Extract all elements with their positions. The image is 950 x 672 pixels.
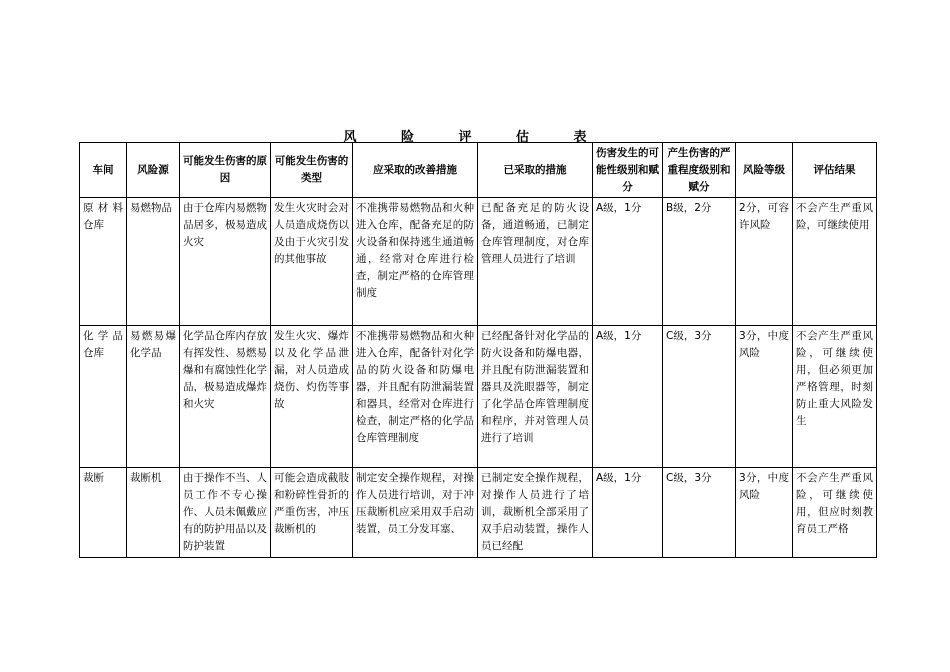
cell-improve	[353, 468, 478, 558]
cell-improve: 不准携带易燃物品和火种进入仓库，配备针对化学品的防火设备和防爆电器，并且配有防泄漏装置和器具，经常对仓库进行检查，制定严格的化学品仓库管理制度	[353, 326, 478, 468]
cell-workshop: 裁断	[80, 468, 127, 558]
cell-severity: C级，3分	[663, 326, 736, 468]
header-severity: 产生伤害的严重程度级别和赋分	[663, 143, 736, 198]
cell-cause-text: 由于操作不当、人员工作不专心操作、人员未佩戴应有的防护用品以及防护装置	[183, 472, 267, 552]
cell-level: 2分，可容许风险	[736, 198, 793, 326]
cell-cause: 由于仓库内易燃物品居多，极易造成火灾	[180, 198, 271, 326]
table-row	[80, 198, 877, 326]
table-header-row	[80, 143, 877, 198]
header-result: 评估结果	[793, 143, 877, 198]
cell-source: 易燃易爆化学品	[127, 326, 180, 468]
cell-taken	[478, 468, 593, 558]
header-measures-taken: 已采取的措施	[478, 143, 593, 198]
cell-result-text: 不会产生严重风险，可继续使用，但应时刻教育员工严格	[796, 472, 873, 535]
cell-improve: 不准携带易燃物品和火种进入仓库，配备充足的防火设备和保持逃生通道畅通，经常对仓库进行检查，制定严格的仓库管理制度	[353, 198, 478, 326]
header-possibility: 伤害发生的可能性级别和赋分	[593, 143, 663, 198]
table-row	[80, 326, 877, 468]
cell-taken-text: 已制定安全操作规程，对操作人员进行了培训，裁断机全部采用了双手启动装置，操作人员已经配	[481, 472, 589, 552]
table-row	[80, 468, 877, 558]
cell-type-text: 可能会造成截肢和粉碎性骨折的严重伤害，冲压裁断机的	[274, 472, 349, 535]
cell-workshop: 原材料仓库	[80, 198, 127, 326]
header-risk-level: 风险等级	[736, 143, 793, 198]
header-risk-source: 风险源	[127, 143, 180, 198]
header-injury-type: 可能发生伤害的类型	[271, 143, 353, 198]
cell-taken: 已经配备针对化学品的防火设备和防爆电器，并且配有防泄漏装置和器具及洗眼器等，制定了化学品仓库管理制度和程序，并对管理人员进行了培训	[478, 326, 593, 468]
header-workshop: 车间	[80, 143, 127, 198]
cell-taken: 已配备充足的防火设备，通道畅通，已制定仓库管理制度，对仓库管理人员进行了培训	[478, 198, 593, 326]
page-title: 风 险 评 估 表	[343, 130, 607, 145]
cell-level: 3分，中度风险	[736, 326, 793, 468]
cell-possibility: A级，1分	[593, 198, 663, 326]
cell-type: 发生火灾、爆炸以及化学品泄漏，对人员造成烧伤、灼伤等事故	[271, 326, 353, 468]
cell-possibility: A级，1分	[593, 468, 663, 558]
cell-severity: C级，3分	[663, 468, 736, 558]
cell-type	[271, 468, 353, 558]
cell-result	[793, 468, 877, 558]
cell-severity: B级，2分	[663, 198, 736, 326]
cell-workshop: 化学品仓库	[80, 326, 127, 468]
cell-cause	[180, 468, 271, 558]
header-cause: 可能发生伤害的原因	[180, 143, 271, 198]
cell-source: 裁断机	[127, 468, 180, 558]
header-improvement: 应采取的改善措施	[353, 143, 478, 198]
cell-improve-text: 制定安全操作规程，对操作人员进行培训，对于冲压裁断机应采用双手启动装置，员工分发耳塞、	[356, 472, 474, 535]
cell-level: 3分，中度风险	[736, 468, 793, 558]
cell-source: 易燃物品	[127, 198, 180, 326]
risk-assessment-table	[79, 142, 877, 558]
cell-possibility: A级，1分	[593, 326, 663, 468]
cell-cause: 化学品仓库内存放有挥发性、易燃易爆和有腐蚀性化学品，极易造成爆炸和火灾	[180, 326, 271, 468]
cell-type: 发生火灾时会对人员造成烧伤以及由于火灾引发的其他事故	[271, 198, 353, 326]
cell-result: 不会产生严重风险，可继续使用，但必须更加严格管理，时刻防止重大风险发生	[793, 326, 877, 468]
cell-result: 不会产生严重风险，可继续使用	[793, 198, 877, 326]
